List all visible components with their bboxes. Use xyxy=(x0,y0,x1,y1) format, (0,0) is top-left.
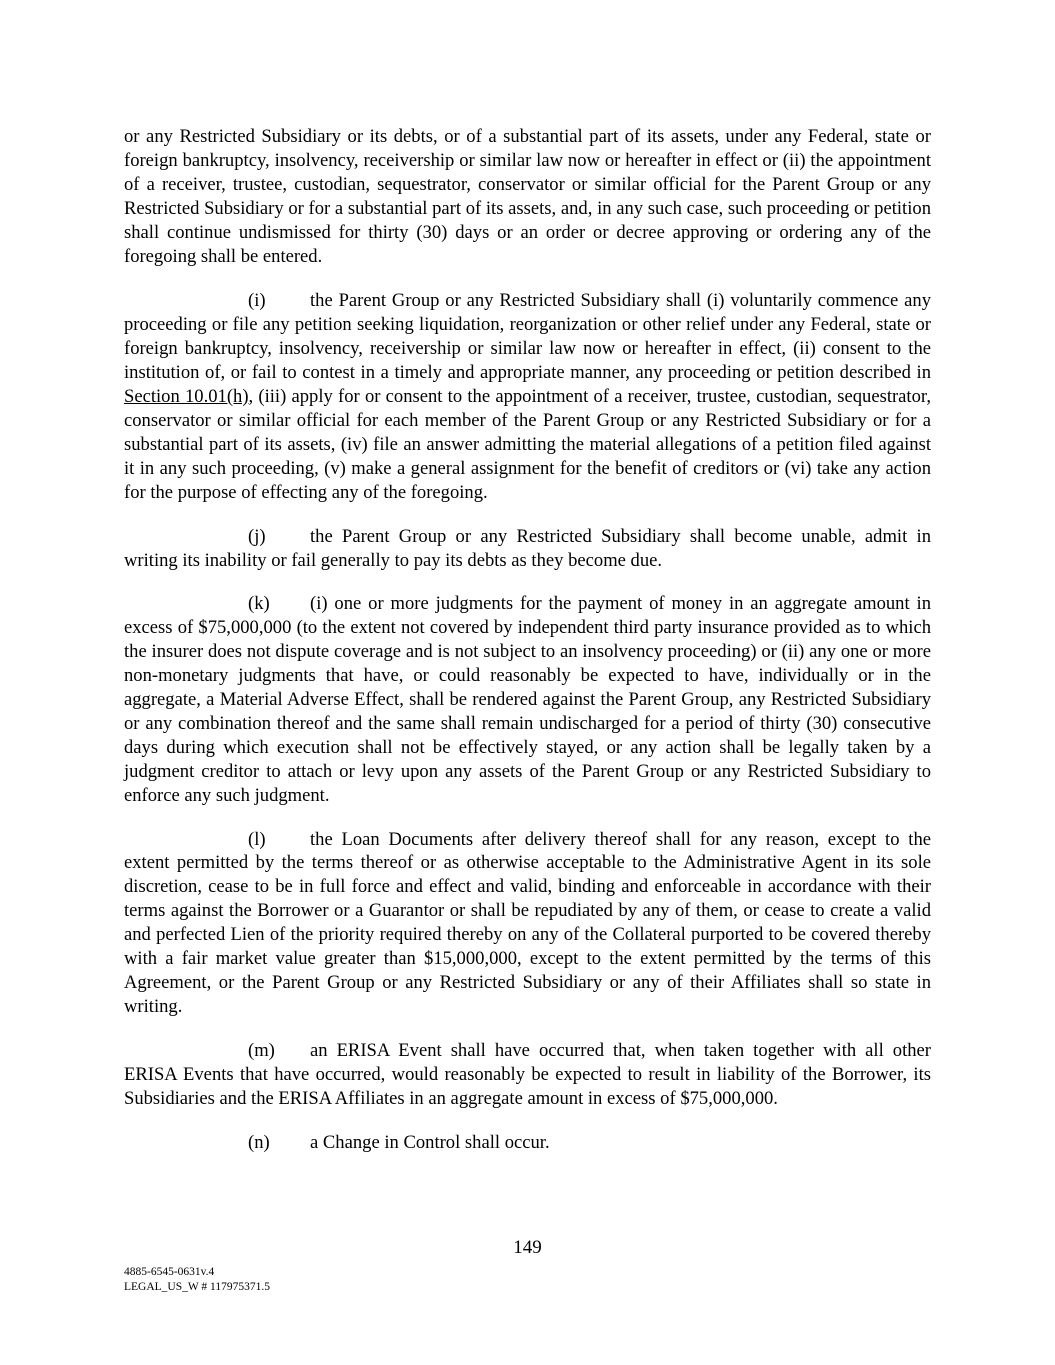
clause-m-label: (m) xyxy=(248,1039,275,1061)
clause-j xyxy=(124,525,931,573)
clause-n xyxy=(124,1131,931,1155)
footer-legal-id: LEGAL_US_W # 117975371.5 xyxy=(124,1281,270,1293)
clause-i-text-before-ref: the Parent Group or any Restricted Subsidiary shall (i) voluntarily commence any proceeding or file any petition seeking liquidation, reorganization or other relief under any Federal, state or foreign bankruptcy, insolvency, receivership or similar law now or hereafter in effect, (ii) consent to the institution of, or fail to contest in a timely and appropriate manner, any proceeding or petition described in xyxy=(124,290,931,384)
clause-i-label: (i) xyxy=(248,290,266,312)
clause-j-label: (j) xyxy=(248,525,266,547)
section-reference-link[interactable]: Section 10.01(h) xyxy=(124,386,249,408)
document-body xyxy=(124,125,931,1174)
footer-doc-id: 4885-6545-0631v.4 xyxy=(124,1266,215,1278)
clause-m-text: an ERISA Event shall have occurred that, when taken together with all other ERISA Events that have occurred, would reasonably be expected to result in liability of the Borrower, its Subsidiaries and the ERISA Affiliates in an aggregate amount in excess of $75,000,000. xyxy=(124,1039,931,1109)
clause-k-text: (i) one or more judgments for the payment of money in an aggregate amount in excess of $75,000,000 (to the extent not covered by independent third party insurance provided as to which the insurer does not dispute coverage and is not subject to an insolvency proceeding) or (ii) any one or more non-monetary judgments that have, or could reasonably be expected to have, individually or in the aggregate, a Material Adverse Effect, shall be rendered against the Parent Group, any Restricted Subsidiary or any combination thereof and the same shall remain undischarged for a period of thirty (30) consecutive days during which execution shall not be effectively stayed, or any action shall be legally taken by a judgment creditor to attach or levy upon any assets of the Parent Group or any Restricted Subsidiary to enforce any such judgment. xyxy=(124,593,931,806)
clause-m xyxy=(124,1039,931,1111)
document-footer xyxy=(124,1265,270,1295)
clause-n-text: a Change in Control shall occur. xyxy=(310,1131,550,1153)
clause-l-text: the Loan Documents after delivery thereof shall for any reason, except to the extent permitted by the terms thereof or as otherwise acceptable to the Administrative Agent in its sole discretion, cease to be in full force and effect and valid, binding and enforceable in accordance with their terms against the Borrower or a Guarantor or shall be repudiated by any of them, or cease to create a valid and perfected Lien of the priority required thereby on any of the Collateral purported to be covered thereby with a fair market value greater than $15,000,000, except to the extent permitted by the terms of this Agreement, or the Parent Group or any Restricted Subsidiary or any of their Affiliates shall so state in writing. xyxy=(124,828,931,1017)
clause-k-label: (k) xyxy=(248,593,270,615)
clause-i xyxy=(124,289,931,504)
clause-j-text: the Parent Group or any Restricted Subsidiary shall become unable, admit in writing its inability or fail generally to pay its debts as they become due. xyxy=(124,525,931,571)
clause-n-label: (n) xyxy=(248,1131,270,1153)
clause-l-label: (l) xyxy=(248,828,266,850)
clause-k xyxy=(124,592,931,807)
clause-i-text-after-ref: , (iii) apply for or consent to the appointment of a receiver, trustee, custodian, sequestrator, conservator or similar official for each member of the Parent Group or any Restricted Subsidiary or for a substantial part of its assets, (iv) file an answer admitting the material allegations of a petition filed against it in any such proceeding, (v) make a general assignment for the benefit of creditors or (vi) take any action for the purpose of effecting any of the foregoing. xyxy=(124,386,931,503)
intro-paragraph: or any Restricted Subsidiary or its debts, or of a substantial part of its assets, under any Federal, state or foreign bankruptcy, insolvency, receivership or similar law now or hereafter in effect or (ii) the appointment of a receiver, trustee, custodian, sequestrator, conservator or similar official for the Parent Group or any Restricted Subsidiary or for a substantial part of its assets, and, in any such case, such proceeding or petition shall continue undismissed for thirty (30) days or an order or decree approving or ordering any of the foregoing shall be entered. xyxy=(124,126,931,267)
page-number: 149 xyxy=(513,1237,542,1258)
clause-l xyxy=(124,828,931,1019)
